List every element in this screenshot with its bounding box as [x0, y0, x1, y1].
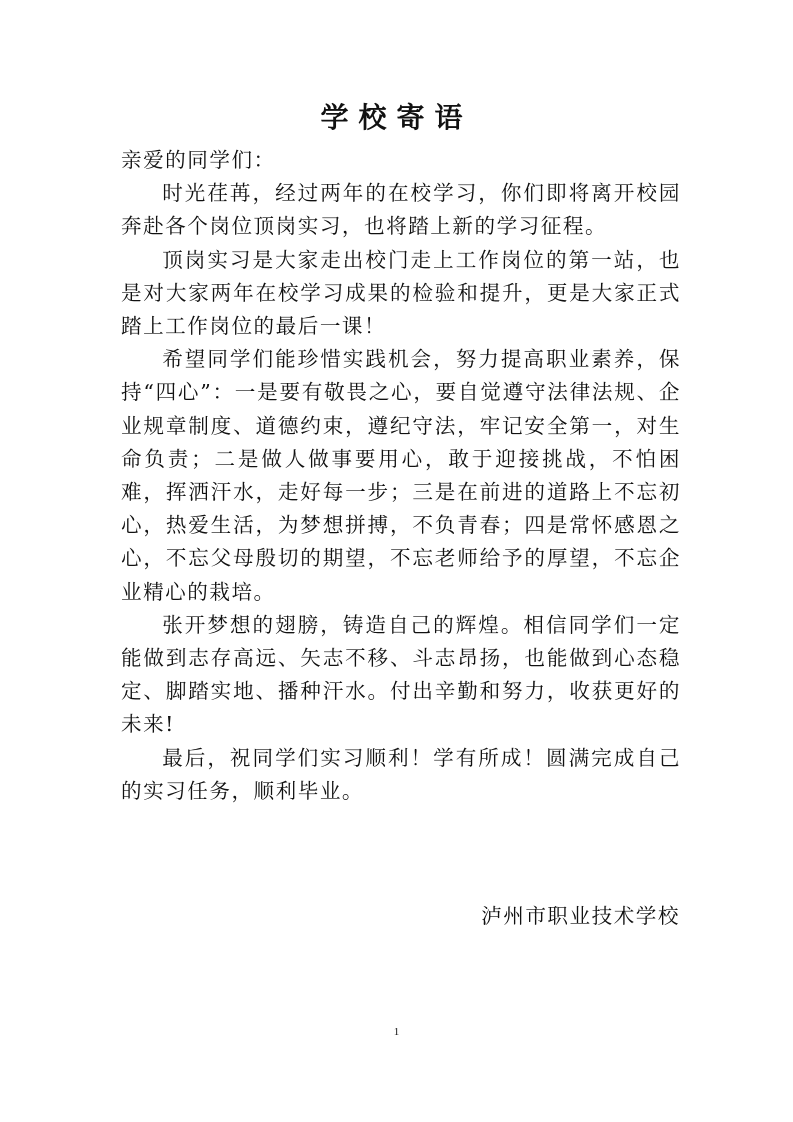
paragraph-4: 张开梦想的翅膀，铸造自己的辉煌。相信同学们一定能做到志存高远、矢志不移、斗志昂扬，也能做到心态稳定、脚踏实地、播种汗水。付出辛勤和努力，收获更好的未来!	[121, 612, 681, 737]
signature: 泸州市职业技术学校	[481, 904, 680, 928]
page-number: 1	[393, 1026, 400, 1038]
paragraph-5: 最后，祝同学们实习顺利！学有所成！圆满完成自己的实习任务，顺利毕业。	[121, 745, 681, 803]
paragraph-2: 顶岗实习是大家走出校门走上工作岗位的第一站，也是对大家两年在校学习成果的检验和提升，更是大家正式踏上工作岗位的最后一课！	[121, 247, 681, 339]
paragraph-1: 时光荏苒，经过两年的在校学习，你们即将离开校园奔赴各个岗位顶岗实习，也将踏上新的学习征程。	[121, 181, 681, 239]
letter-body	[121, 144, 681, 808]
document-title: 学校寄语	[320, 101, 473, 134]
greeting: 亲爱的同学们：	[121, 148, 276, 172]
paragraph-3: 希望同学们能珍惜实践机会，努力提高职业素养，保持“四心”：一是要有敬畏之心，要自觉遵守法律法规、企业规章制度、道德约束，遵纪守法，牢记安全第一，对生命负责；二是做人做事要用心，敢于迎接挑战，不怕困难，挥洒汗水，走好每一步；三是在前进的道路上不忘初心，热爱生活，为梦想拼搏，不负青春；四是常怀感恩之心，不忘父母殷切的期望，不忘老师给予的厚望，不忘企业精心的栽培。	[121, 347, 681, 604]
